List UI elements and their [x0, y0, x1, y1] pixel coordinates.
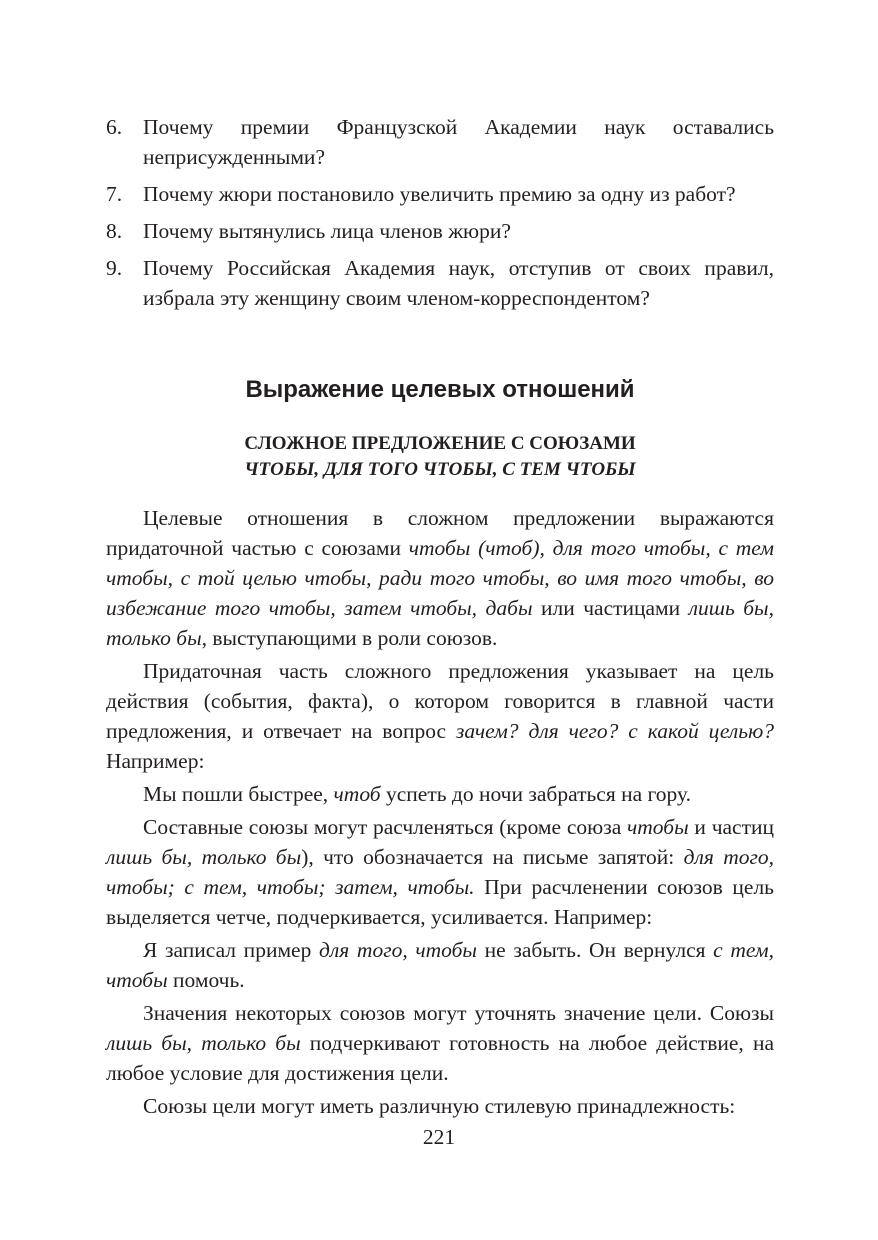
subtitle-line-1: СЛОЖНОЕ ПРЕДЛОЖЕНИЕ С СОЮЗАМИ [244, 433, 636, 454]
questions-list [106, 112, 774, 313]
paragraph-3 [106, 812, 774, 932]
example-2 [106, 935, 774, 995]
italic-run: лишь бы, только бы [106, 1031, 301, 1055]
text-run: Союзы цели могут иметь различную стилевую принадлежность: [143, 1094, 736, 1118]
question-number: 8. [106, 219, 123, 243]
body-text [106, 503, 774, 1121]
page-content [106, 112, 774, 1124]
section-title: Выражение целевых отношений [245, 376, 635, 403]
italic-run: зачем? для чего? с какой целью? [455, 719, 774, 743]
text-run: не забыть. Он вернулся [477, 938, 714, 962]
paragraph-1 [106, 503, 774, 653]
subtitle [106, 431, 774, 483]
italic-run: чтобы [627, 815, 689, 839]
question-text: Почему вытянулись лица членов жюри? [143, 219, 511, 243]
list-item [106, 112, 774, 172]
paragraph-2 [106, 656, 774, 776]
text-run: успеть до ночи забраться на гору. [380, 782, 691, 806]
text-run: При расчленении союзов цель выделяется четче, подчеркивается, усиливается. Например: [106, 875, 774, 929]
text-run: Составные союзы могут расчленяться (кроме союза [143, 815, 628, 839]
italic-run: чтоб [333, 782, 381, 806]
text-run: Целевые отношения в сложном предложении выражаются придаточной частью с союзами [106, 506, 774, 560]
question-text: Почему премии Французской Академии наук оставались неприсужденными? [143, 115, 774, 169]
question-number: 7. [106, 182, 123, 206]
text-run: помочь. [167, 968, 245, 992]
list-item [106, 179, 774, 209]
italic-run: для того, чтобы [319, 938, 477, 962]
italic-run: с тем, чтобы [106, 938, 774, 992]
text-run: подчеркивают готовность на любое действие, на любое условие для достижения цели. [106, 1031, 774, 1085]
text-run: и частиц [688, 815, 774, 839]
list-item [106, 253, 774, 313]
subtitle-line-2: ЧТОБЫ, ДЛЯ ТОГО ЧТОБЫ, С ТЕМ ЧТОБЫ [244, 459, 636, 480]
example-1 [106, 779, 774, 809]
question-text: Почему жюри постановило увеличить премию за одну из работ? [143, 182, 736, 206]
text-run: ), что обозначается на письме запятой: [301, 845, 684, 869]
italic-run: для того, чтобы; с тем, чтобы; затем, чтобы. [106, 845, 774, 899]
text-run: Мы пошли быстрее, [143, 782, 334, 806]
text-run: Например: [106, 749, 205, 773]
italic-run: лишь бы, только бы [106, 596, 774, 650]
paragraph-4 [106, 998, 774, 1088]
page-number: 221 [422, 1125, 456, 1149]
question-number: 9. [106, 256, 123, 280]
list-item [106, 216, 774, 246]
text-run: Значения некоторых союзов могут уточнять значение цели. Союзы [143, 1001, 774, 1025]
text-run: , выступающими в роли союзов. [201, 626, 498, 650]
italic-run: чтобы (чтоб), для того чтобы, с тем чтобы, с той целью чтобы, ради того чтобы, во имя того чтобы, во избежание того чтобы, затем чтобы, дабы [106, 536, 774, 620]
text-run: Я записал пример [143, 938, 320, 962]
italic-run: лишь бы, только бы [106, 845, 302, 869]
question-text: Почему Российская Академия наук, отступив от своих правил, избрала эту женщину своим членом-корреспондентом? [143, 256, 774, 310]
text-run: или частицами [532, 596, 689, 620]
text-run: Придаточная часть сложного предложения указывает на цель действия (события, факта), о котором говорится в главной части предложения, и отвечает на вопрос [106, 659, 774, 743]
paragraph-5 [106, 1091, 774, 1121]
question-number: 6. [106, 115, 123, 139]
